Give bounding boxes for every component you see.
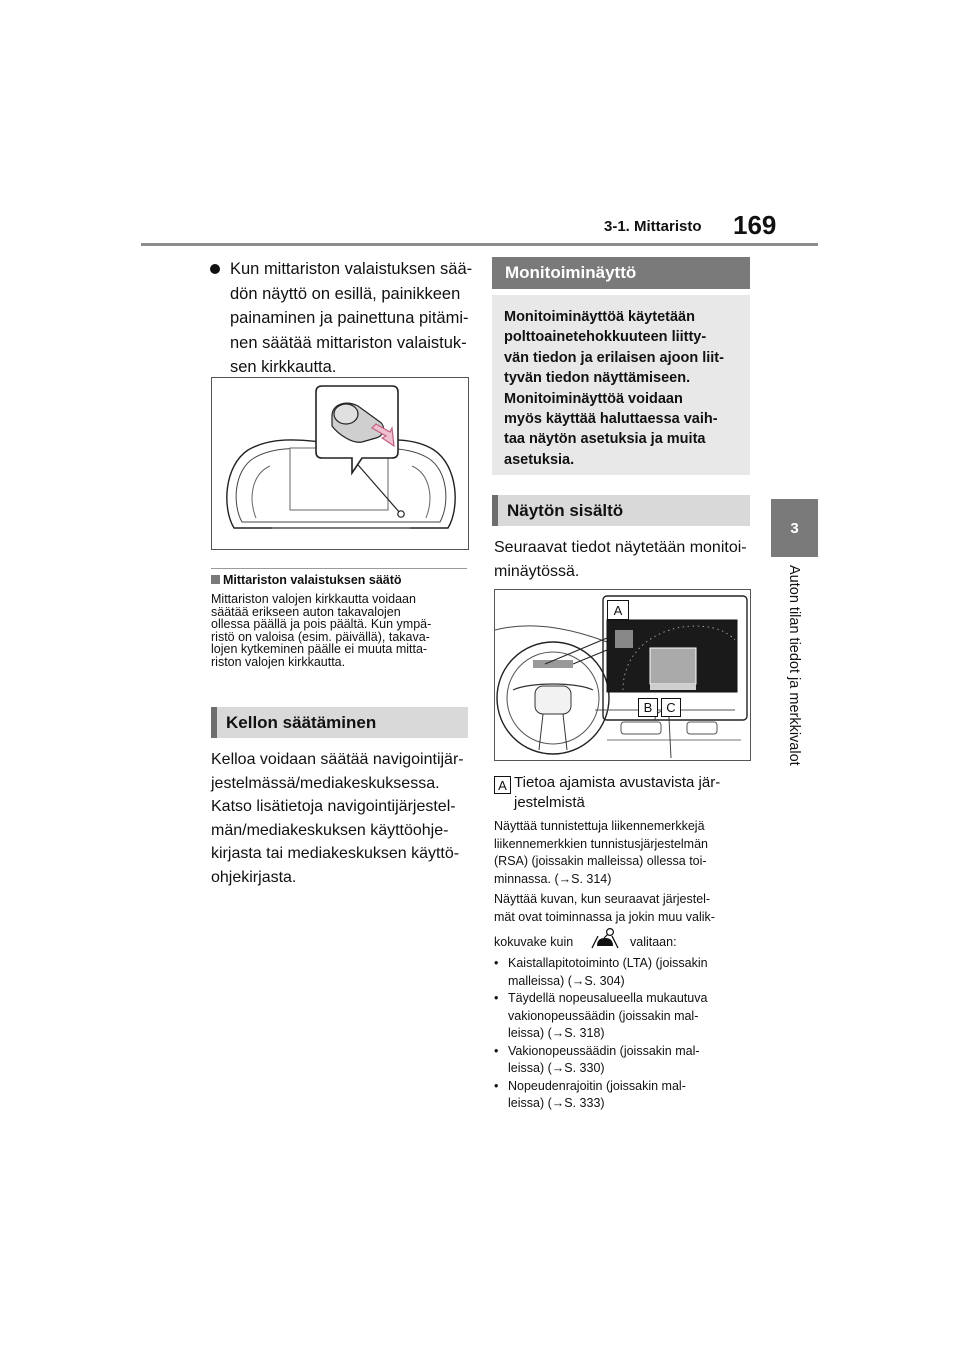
item-a-label: A xyxy=(494,776,511,794)
info-line: myös käyttää haluttaessa vaih- xyxy=(504,411,718,428)
chapter-title xyxy=(771,565,818,805)
list-line: vakionopeussäädin (joissakin mal- xyxy=(508,1008,699,1023)
body-line: män/mediakeskuksen käyttöohje- xyxy=(211,821,449,839)
list-item xyxy=(494,1043,754,1078)
chapter-title-text: Auton tilan tiedot ja merkkivalot xyxy=(786,565,802,766)
item-a-line: Tietoa ajamista avustavista jär- xyxy=(514,774,721,791)
detail-line: liikennemerkkien tunnistusjärjestelmän xyxy=(494,836,708,851)
detail-paragraph-2 xyxy=(494,891,754,1113)
heading-accent xyxy=(492,495,498,526)
list-line: • Täydellä nopeusalueella mukautuva xyxy=(508,991,708,1005)
section-label: 3-1. Mittaristo xyxy=(604,218,702,235)
figure-label-a: A xyxy=(607,600,629,620)
info-line: vän tiedon ja erilaisen ajoon liit- xyxy=(504,349,724,366)
detail-paragraph-1 xyxy=(494,818,754,888)
icon-line xyxy=(494,934,754,955)
section-heading-multi-display xyxy=(492,257,750,289)
subsection-title: Mittariston valaistuksen säätö xyxy=(223,573,402,587)
detail-line: mät ovat toiminnassa ja jokin muu valik- xyxy=(494,909,715,924)
list-item xyxy=(494,1078,754,1113)
info-line: taa näytön asetuksia ja muita xyxy=(504,431,706,448)
list-line: • Nopeudenrajoitin (joissakin mal- xyxy=(508,1078,686,1093)
brightness-bullet xyxy=(210,257,472,380)
list-line: • Vakionopeussäädin (joissakin mal- xyxy=(508,1043,700,1058)
item-a-title xyxy=(514,773,720,813)
page-number: 169 xyxy=(733,210,777,240)
item-a-line: jestelmistä xyxy=(514,794,585,811)
icon-line-prefix: kokuvake kuin xyxy=(494,935,574,949)
clock-paragraph-2 xyxy=(211,795,459,889)
subsection-body xyxy=(211,593,471,669)
list-line: malleissa) (→S. 304) xyxy=(508,973,625,988)
detail-line: (RSA) (joissakin malleissa) ollessa toi- xyxy=(494,854,707,868)
info-box xyxy=(492,295,750,475)
intro-paragraph xyxy=(494,536,747,583)
info-line: Monitoiminäyttöä voidaan xyxy=(504,390,683,407)
bullet-dot xyxy=(210,264,220,274)
info-line: Monitoiminäyttöä käytetään xyxy=(504,309,695,325)
figure-label-c: C xyxy=(661,698,681,717)
list-line: leissa) (→S. 318) xyxy=(508,1026,605,1040)
detail-line: minnassa. (→S. 314) xyxy=(494,871,612,886)
body-line: kirjasta tai mediakeskuksen käyttö- xyxy=(211,845,460,862)
section-heading-display-contents xyxy=(492,495,750,526)
section-heading-clock xyxy=(211,707,468,738)
figure-label-b: B xyxy=(638,698,658,717)
list-item xyxy=(494,990,754,1043)
cluster-button-illustration xyxy=(211,377,469,550)
bullet-line: painaminen ja painettuna pitämi- xyxy=(230,309,469,327)
list-line: leissa) (→S. 330) xyxy=(508,1061,605,1075)
detail-line: Näyttää kuvan, kun seuraavat järjestel- xyxy=(494,892,711,906)
square-bullet-icon xyxy=(211,575,220,584)
subsection-heading xyxy=(211,573,402,587)
body-line: Seuraavat tiedot näytetään monitoi- xyxy=(494,539,747,556)
body-line: Kelloa voidaan säätää navigointijär- xyxy=(211,751,464,768)
dashboard-illustration xyxy=(494,589,751,761)
detail-line: Näyttää tunnistettuja liikennemerkkejä xyxy=(494,819,705,833)
body-line: ohjekirjasta. xyxy=(211,868,297,886)
chapter-tab: 3 xyxy=(771,499,818,557)
driving-assist-icon xyxy=(588,926,622,950)
section-title: Näytön sisältö xyxy=(507,501,624,520)
body-line: ollessa päällä ja pois päältä. Kun ympä- xyxy=(211,617,432,632)
info-line: polttoainetehokkuuteen liitty- xyxy=(504,329,707,346)
body-line: riston valojen kirkkautta. xyxy=(211,654,346,669)
bullet-line: dön näyttö on esillä, painikkeen xyxy=(230,284,461,303)
body-line: minäytössä. xyxy=(494,562,580,580)
body-line: jestelmässä/mediakeskuksessa. xyxy=(211,774,440,792)
info-line: asetuksia. xyxy=(504,451,575,468)
bullet-line: Kun mittariston valaistuksen sää- xyxy=(230,260,473,278)
body-line: Katso lisätietoja navigointijärjestel- xyxy=(211,798,456,815)
item-a-details xyxy=(494,818,754,1113)
subsection-divider xyxy=(211,568,467,569)
section-title: Monitoiminäyttö xyxy=(505,263,637,282)
body-line: lojen kytkeminen päälle ei muuta mitta- xyxy=(211,642,428,657)
header-divider xyxy=(141,243,818,246)
icon-line-suffix: valitaan: xyxy=(630,935,677,949)
section-title: Kellon säätäminen xyxy=(226,713,377,732)
list-line: • Kaistallapitotoiminto (LTA) (joissakin xyxy=(508,956,708,970)
body-line: säätää erikseen auton takavalojen xyxy=(211,604,401,619)
info-line: tyvän tiedon näyttämiseen. xyxy=(504,370,691,387)
clock-paragraph-1 xyxy=(211,748,464,795)
body-line: ristö on valoisa (esim. päivällä), takava- xyxy=(211,629,430,644)
list-line: leissa) (→S. 333) xyxy=(508,1096,605,1110)
cluster-drawing xyxy=(212,378,468,549)
list-item xyxy=(494,955,754,990)
bullet-line: sen kirkkautta. xyxy=(230,358,337,376)
bullet-line: nen säätää mittariston valaistuk- xyxy=(230,333,467,352)
body-line: Mittariston valojen kirkkautta voidaan xyxy=(211,592,416,606)
heading-accent xyxy=(211,707,217,738)
